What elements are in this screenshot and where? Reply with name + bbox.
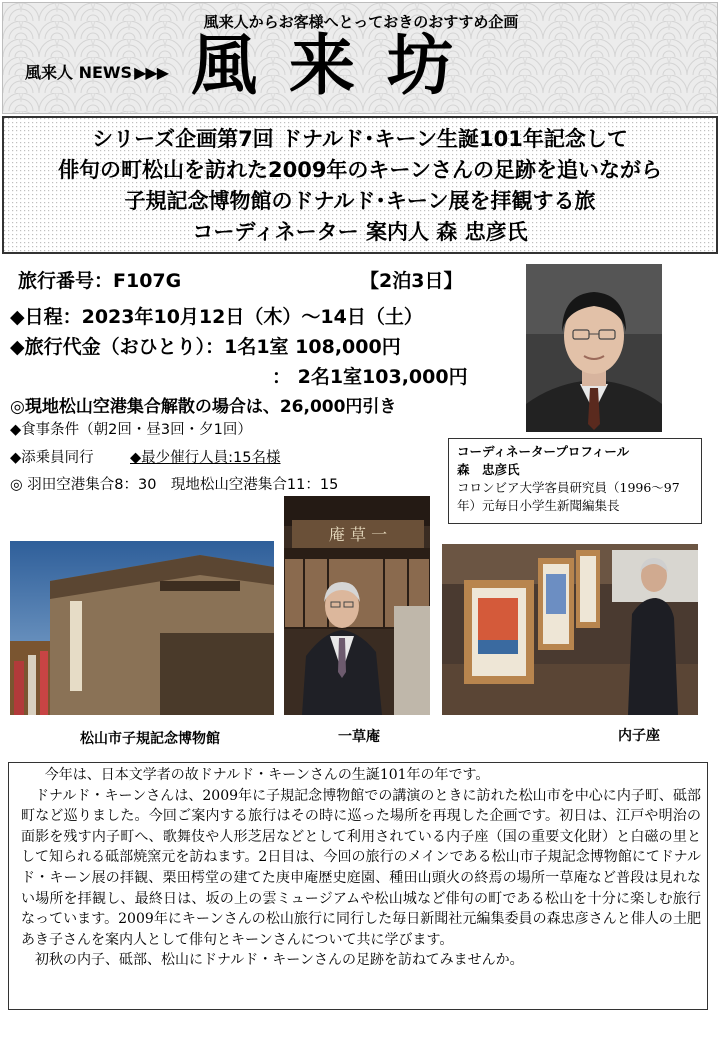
tour-dates: ◆日程：2023年10月12日（木）～14日（土） — [10, 306, 423, 328]
description-paragraph-1: 今年は、日本文学者の故ドナルド・キーンさんの生誕101年の年です。 — [44, 767, 490, 783]
tour-meals: ◆食事条件（朝2回・昼3回・夕1回） — [10, 422, 252, 438]
issoan-caption: 一草庵 — [338, 729, 380, 745]
description-paragraph-2: ドナルド・キーンさんは、2009年に子規記念博物館での講演のときに訪れた松山市を中心に内子町、砥部町など巡りました。今回ご案内する旅行はその時に巡った場所を再現した企画です。初日は、江戸や明治の面影を残す内子町へ、歌舞伎や人形芝居などとして利用されている内子座（国の重要文化財）と白磁の里として知られる砥部焼窯元を訪ねます。2日目は、今回の旅行のメインである松山市子規記念博物館にてドナルド・キーン展の拝観、栗田樗堂の建てた庚申庵歴史庭園、種田山頭火の終焉の場所一草庵など普段は見れない場所を拝観し、最終日は、坂の上の雲ミュージアムや松山城など俳句の町である松山を十分に楽しむ旅行なっています。2009年にキーンさんの松山旅行に同行した毎日新聞社元編集委員の森忠彦さんと俳人の土肥あき子さんを案内人として俳句とキーンさんについて共に学びます。 — [21, 787, 701, 948]
museum-photo — [10, 541, 274, 715]
tour-price-double: ： 2名1室103,000円 — [272, 366, 468, 388]
title-line-1: シリーズ企画第7回 ドナルド･キーン生誕101年記念して — [92, 127, 628, 151]
description-paragraph-3: 初秋の内子、砥部、松山にドナルド・キーンさんの足跡を訪ねてみませんか。 — [35, 952, 524, 969]
tour-meeting: ◎ 羽田空港集合8：30 現地松山空港集合11：15 — [10, 477, 339, 493]
coordinator-portrait — [526, 264, 662, 432]
uchikoza-caption: 内子座 — [618, 728, 660, 744]
tour-conductor: ◆添乗員同行 — [10, 450, 94, 466]
tour-duration: 【2泊3日】 — [360, 270, 463, 292]
title-line-2: 俳句の町松山を訪れた2009年のキーンさんの足跡を追いながら — [57, 158, 663, 182]
title-line-3: 子規記念博物館のドナルド･キーン展を拝観する旅 — [124, 189, 596, 213]
title-line-4: コーディネーター 案内人 森 忠彦氏 — [192, 220, 528, 244]
header-banner — [2, 2, 718, 114]
tour-number: 旅行番号：F107G — [18, 270, 182, 292]
museum-caption: 松山市子規記念博物館 — [80, 731, 220, 747]
tour-price-single: ◆旅行代金（おひとり）：1名1室 108,000円 — [10, 336, 401, 358]
coordinator-profile — [448, 438, 702, 524]
tour-discount: ◎現地松山空港集合解散の場合は、26,000円引き — [10, 397, 397, 417]
profile-heading: コーディネータープロフィール — [457, 444, 630, 459]
profile-bio: コロンビア大学客員研究員（1996～97年）元毎日小学生新聞編集長 — [457, 480, 680, 513]
description-box — [8, 762, 708, 1010]
title-block — [2, 116, 718, 254]
brand-title: 風来坊 — [191, 26, 485, 104]
header-tagline: 風来人からお客様へとっておきのおすすめ企画 — [203, 13, 519, 31]
uchikoza-photo — [442, 544, 698, 715]
tour-min-people: ◆最少催行人員:15名様 — [130, 450, 281, 466]
profile-name: 森 忠彦氏 — [457, 462, 520, 477]
news-label-group — [25, 60, 168, 83]
issoan-photo — [284, 496, 430, 715]
issoan-sign-text: 庵 草 一 — [328, 525, 388, 544]
news-label: 風来人 NEWS — [25, 63, 133, 82]
triple-arrow-icon: ▶▶▶ — [134, 63, 168, 82]
